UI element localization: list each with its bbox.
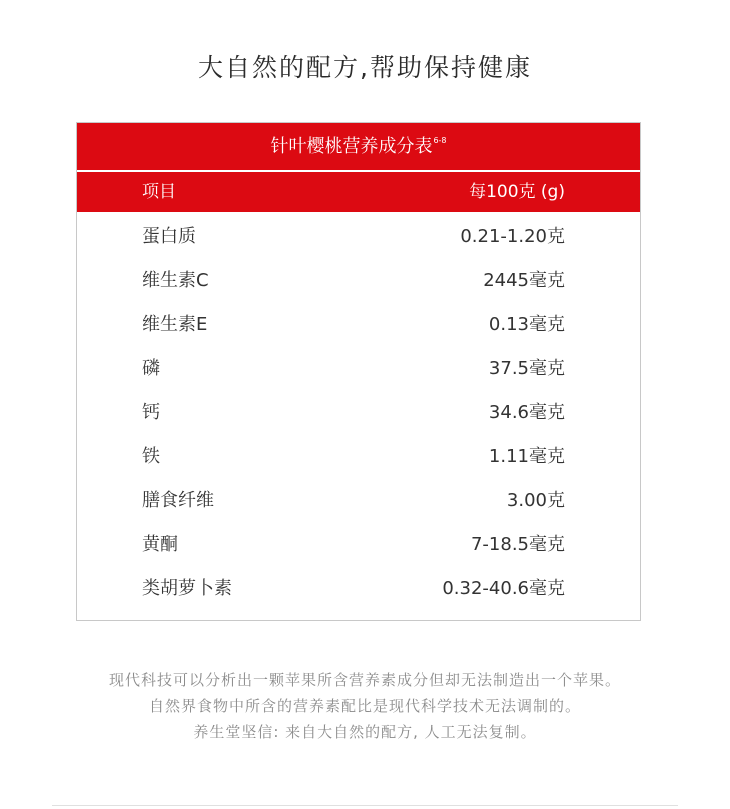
header-item: 项目: [142, 182, 176, 202]
nutrient-name: 钙: [142, 402, 160, 423]
table-row: [77, 523, 640, 567]
table-row: [77, 391, 640, 435]
nutrient-name: 黄酮: [142, 534, 178, 555]
page-headline: 大自然的配方,帮助保持健康: [198, 53, 532, 82]
nutrient-name: 类胡萝卜素: [142, 578, 232, 599]
table-row: [77, 215, 640, 259]
nutrient-value: 37.5毫克: [488, 358, 565, 379]
table-title: 针叶樱桃营养成分表: [270, 136, 433, 157]
footer-text: [0, 667, 730, 745]
table-row: [77, 347, 640, 391]
nutrient-name: 膳食纤维: [142, 490, 214, 511]
table-row: [77, 479, 640, 523]
bottom-divider: [52, 805, 678, 806]
nutrient-name: 维生素E: [142, 314, 208, 335]
footer-line: 现代科技可以分析出一颗苹果所含营养素成分但却无法制造出一个苹果。: [108, 671, 621, 689]
nutrient-value: 0.13毫克: [488, 314, 565, 335]
table-row: [77, 259, 640, 303]
nutrition-table: [76, 122, 641, 621]
table-row: [77, 303, 640, 347]
nutrient-name: 铁: [142, 446, 160, 467]
nutrient-value: 34.6毫克: [488, 402, 565, 423]
table-title-bar: [77, 123, 640, 170]
nutrient-value: 0.32-40.6毫克: [442, 578, 565, 599]
nutrient-name: 蛋白质: [142, 226, 196, 247]
nutrient-name: 磷: [142, 358, 160, 379]
nutrient-name: 维生素C: [142, 270, 209, 291]
footer-line: 自然界食物中所含的营养素配比是现代科学技术无法调制的。: [148, 697, 581, 715]
footer-line: 养生堂坚信: 来自大自然的配方, 人工无法复制。: [193, 723, 537, 741]
table-body: [77, 215, 640, 611]
nutrient-value: 2445毫克: [483, 270, 565, 291]
table-header-row: [77, 172, 640, 212]
table-row: [77, 567, 640, 611]
table-row: [77, 435, 640, 479]
table-title-footnote: 6-8: [433, 136, 447, 145]
nutrient-value: 0.21-1.20克: [460, 226, 565, 247]
nutrient-value: 1.11毫克: [488, 446, 565, 467]
header-per-100g: 每100克 (g): [469, 182, 565, 202]
nutrient-value: 3.00克: [506, 490, 565, 511]
nutrient-value: 7-18.5毫克: [470, 534, 565, 555]
